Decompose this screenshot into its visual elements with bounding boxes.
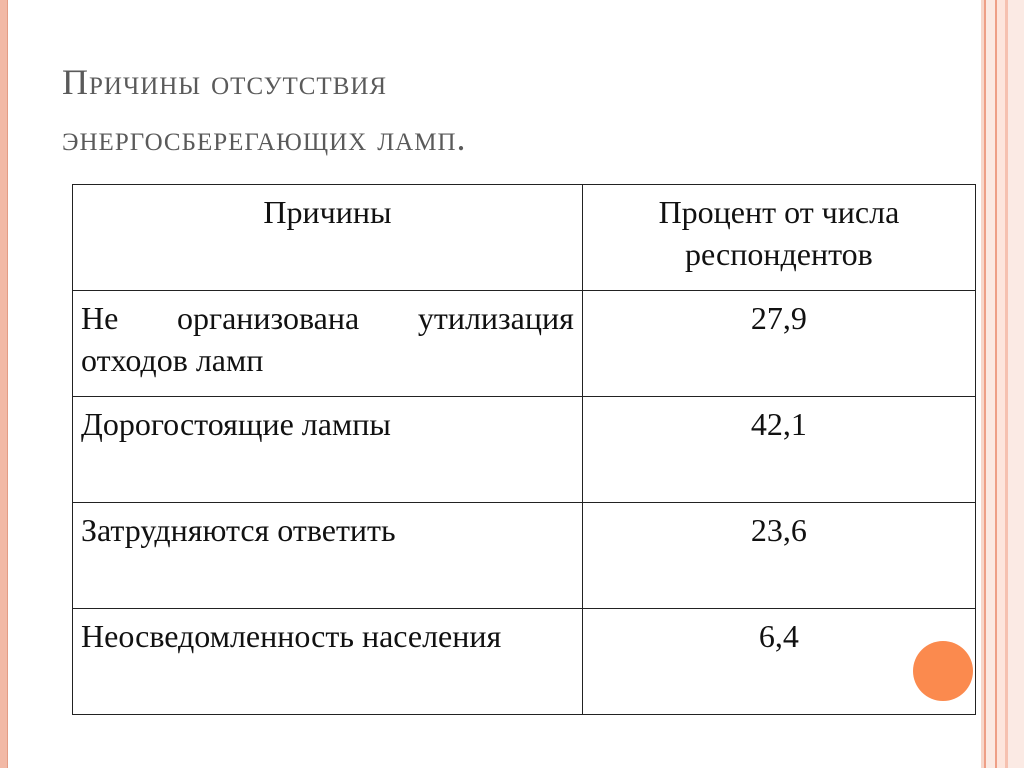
table-row [73,503,976,609]
reason-cell: Не организована утилизация отходов ламп [73,291,583,397]
reasons-table [72,184,976,715]
title-line-2: энергосберегающих ламп. [62,118,467,158]
table-row [73,397,976,503]
percent-cell: 6,4 [582,609,975,715]
table-header-row [73,185,976,291]
stripe [1008,0,1024,768]
reason-cell: Неосведомленность населения [73,609,583,715]
percent-cell: 27,9 [582,291,975,397]
left-border-decoration [0,0,7,768]
reason-cell: Дорогостоящие лампы [73,397,583,503]
header-percent: Процент от числа респондентов [582,185,975,291]
header-reasons: Причины [73,185,583,291]
stripe [997,0,1005,768]
percent-cell: 42,1 [582,397,975,503]
right-stripes-decoration [981,0,1024,768]
title-line-1: Причины отсутствия [62,62,388,102]
orange-circle-decoration [913,641,973,701]
table-row [73,291,976,397]
percent-cell: 23,6 [582,503,975,609]
reason-cell: Затрудняются ответить [73,503,583,609]
stripe [986,0,995,768]
slide-title [62,54,942,166]
table-row [73,609,976,715]
